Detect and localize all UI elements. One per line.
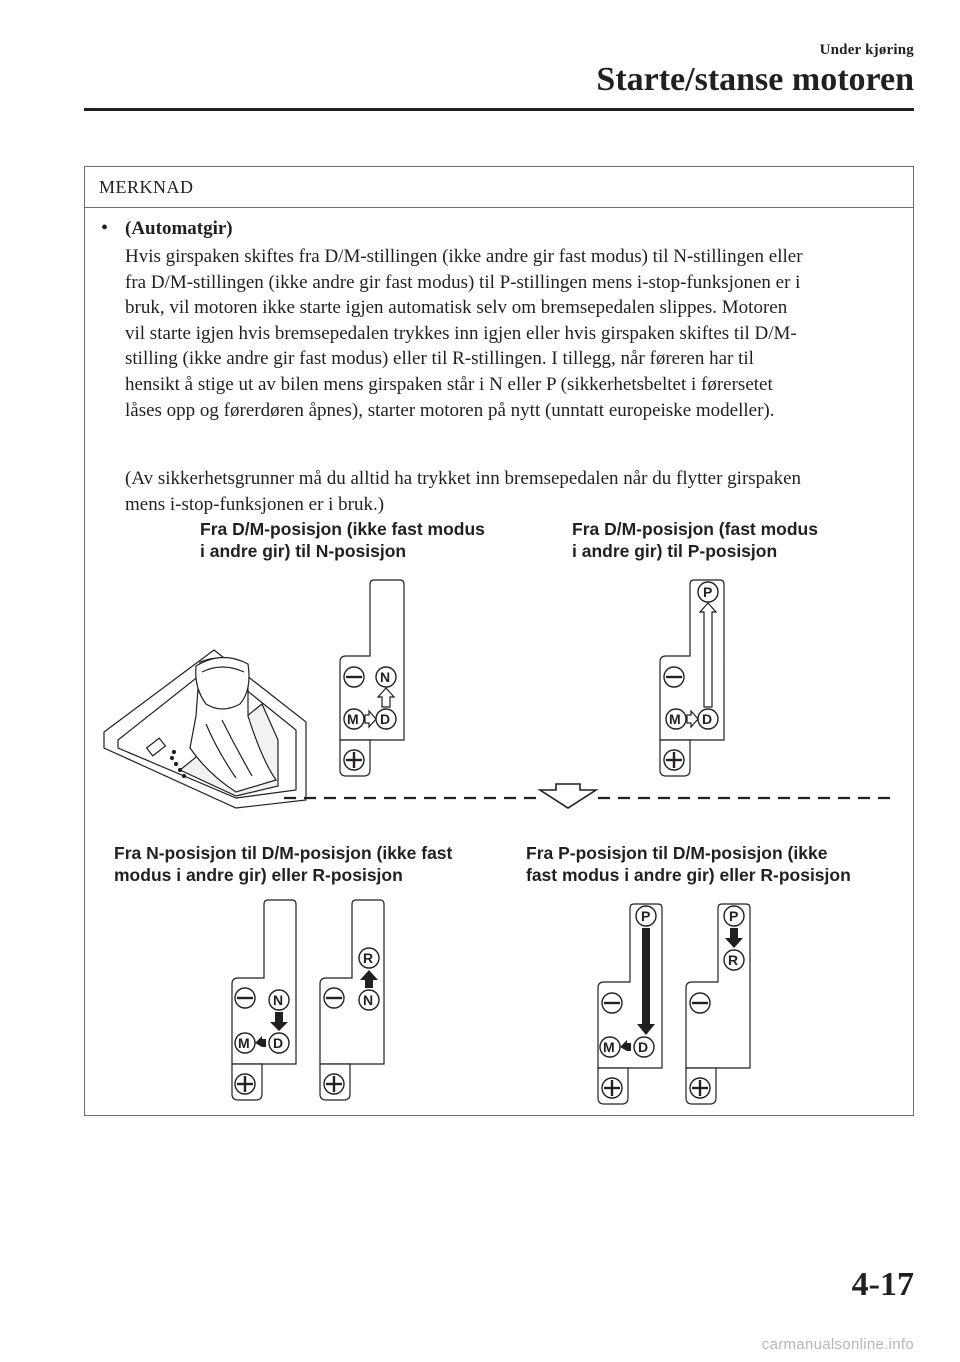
gear-shifter-illustration	[104, 650, 306, 808]
gear-letter-n: N	[380, 669, 391, 685]
gate-diagram-dm-to-p	[660, 580, 724, 776]
gear-letter-r: R	[363, 950, 374, 966]
gear-letter-m: M	[347, 711, 359, 727]
caption-line: i andre gir) til P-posisjon	[572, 541, 778, 561]
note-line: fra D/M-stillingen (ikke andre gir fast modus) til P-stillingen mens i-stop-funksjonen er i	[125, 271, 801, 293]
note-line: (Av sikkerhetsgrunner må du alltid ha trykket inn bremsepedalen når du flytter girspaken	[125, 468, 802, 489]
note-line: vil starte igjen hvis bremsepedalen trykkes inn igjen eller hvis girspaken skiftes til D/M-	[125, 322, 797, 344]
gear-letter-p: P	[703, 584, 713, 600]
gate-diagram-p-to-r	[686, 904, 750, 1104]
watermark[interactable]: carmanualsonline.info	[761, 1336, 914, 1353]
gear-letter-r: R	[728, 952, 739, 968]
note-line: hensikt å stige ut av bilen mens girspaken står i N eller P (sikkerhetsbeltet i førersetet	[125, 373, 773, 395]
gear-letter-n: N	[363, 992, 374, 1008]
gear-letter-d: D	[638, 1039, 649, 1055]
caption-line: i andre gir) til N-posisjon	[200, 541, 407, 561]
gate-diagram-p-to-dm	[598, 904, 662, 1104]
gear-letter-d: D	[273, 1035, 284, 1051]
divider-arrow	[284, 784, 892, 808]
page-title: Starte/stanse motoren	[596, 61, 914, 98]
caption-line: fast modus i andre gir) eller R-posisjon	[526, 865, 851, 885]
bullet-title: (Automatgir)	[125, 218, 233, 239]
caption-line: Fra N-posisjon til D/M-posisjon (ikke fast	[114, 843, 453, 863]
bullet-icon: •	[101, 217, 109, 239]
gear-letter-n: N	[273, 992, 284, 1008]
caption-line: Fra D/M-posisjon (fast modus	[572, 519, 818, 539]
gear-letter-d: D	[702, 711, 713, 727]
section-label: Under kjøring	[819, 42, 914, 58]
caption-line: Fra P-posisjon til D/M-posisjon (ikke	[526, 843, 828, 863]
gear-letter-p: P	[729, 908, 739, 924]
gear-letter-p: P	[641, 908, 651, 924]
note-line: Hvis girspaken skiftes fra D/M-stillingen (ikke andre gir fast modus) til N-stillingen eller	[125, 246, 803, 267]
gate-diagram-n-to-dm	[232, 900, 296, 1100]
gear-letter-m: M	[669, 711, 681, 727]
gate-diagram-dm-to-n	[340, 580, 404, 776]
gear-letter-d: D	[380, 711, 391, 727]
gear-letter-m: M	[238, 1035, 250, 1051]
note-line: låses opp og førerdøren åpnes), starter motoren på nytt (unntatt europeiske modeller).	[125, 399, 775, 421]
note-line: mens i-stop-funksjonen er i bruk.)	[125, 493, 385, 515]
note-line: bruk, vil motoren ikke starte igjen automatisk selv om bremsepedalen slippes. Motoren	[125, 297, 788, 319]
caption-line: Fra D/M-posisjon (ikke fast modus	[200, 519, 485, 539]
note-line: stilling (ikke andre gir fast modus) eller til R-stillingen. I tillegg, når føreren har til	[125, 348, 754, 370]
gate-diagram-n-to-r	[320, 900, 384, 1100]
gear-letter-m: M	[603, 1039, 615, 1055]
caption-line: modus i andre gir) eller R-posisjon	[114, 865, 403, 885]
page-number: 4-17	[851, 1266, 914, 1303]
note-label: MERKNAD	[85, 167, 913, 208]
